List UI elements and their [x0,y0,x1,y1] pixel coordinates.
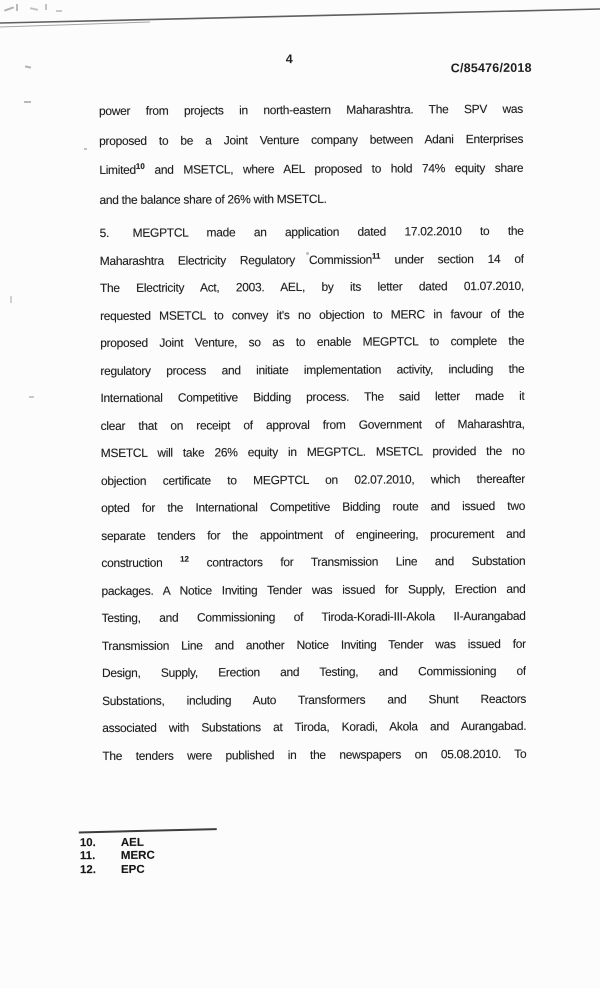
paragraph-number: 5. [99,226,110,241]
text-line: proposed Joint Venture, so as to enable MEGPTCL to complete the [100,334,525,351]
text-line: Design, Supply, Erection and Testing, and Commissioning of [101,664,526,681]
footnote-item [80,850,155,864]
text-line: regulatory process and initiate implementation activity, including the [100,361,525,378]
footnote-item [80,864,155,878]
text-line: Substations, including Auto Transformers and Shunt Reactors [102,691,527,708]
footnote-number: 10. [79,837,96,850]
footnote-label: AEL [120,836,144,849]
text-line: clear that on receipt of approval from Government of Maharashtra, [100,416,525,433]
text-line: separate tenders for the appointment of engineering, procurement and [101,526,526,543]
footnote-number: 12. [79,863,96,876]
text-line: power from projects in north-eastern Maharashtra. The SPV was [98,101,524,119]
text-line: associated with Substations at Tiroda, Koradi, Akola and Aurangabad. [102,719,527,736]
footnote-separator [79,828,217,833]
text-line: Testing, and Commissioning of Tiroda-Koradi-III-Akola II-Aurangabad [101,609,526,626]
text-line: 5. MEGPTCL made an application dated 17.02.2010 to the [100,218,524,248]
text-line: opted for the International Competitive Bidding route and issued two [101,499,526,516]
text-line: The Electricity Act, 2003. AEL, by its letter dated 01.07.2010, [99,279,524,296]
footnote-item [80,837,155,851]
text-line: Maharashtra Electricity Regulatory Commission$^{11}$ under section 14 of [99,251,524,268]
text-line: requested MSETCL to convey it's no objection to MERC in favour of the [100,306,525,323]
text-line: construction $^{12}$ contractors for Transmission Line and Substation [101,554,526,571]
text-line: packages. A Notice Inviting Tender was issued for Supply, Erection and [101,581,526,598]
footnote-reference: 11 [371,251,381,261]
footnote-label: EPC [120,863,145,876]
footnote-number: 11. [79,850,96,863]
text-line: objection certificate to MEGPTCL on 02.07.2010, which thereafter [100,471,525,488]
text-line: Transmission Line and another Notice Inviting Tender was issued for [101,636,526,653]
paragraph-continuation [99,95,524,216]
footnote-reference: 10 [135,161,145,172]
page-number: 4 [285,52,293,67]
text-line: The tenders were published in the newspapers on 05.08.2010. To [102,746,527,763]
text-line: proposed to be a Joint Venture company between Adani Enterprises [99,131,524,148]
text-line: and the balance share of 26% with MSETCL. [99,191,327,207]
footnote-reference: 12 [180,554,190,565]
body-text [99,95,527,771]
text-line: MSETCL will take 26% equity in MEGPTCL. MSETCL provided the no [100,444,525,461]
text-line: Limited$^{10}$ and MSETCL, where AEL proposed to hold 74% equity share [99,161,524,178]
paragraph-5 [100,218,527,770]
footnote-label: MERC [120,850,155,863]
case-number: C/85476/2018 [450,60,532,76]
text-line: International Competitive Bidding process. The said letter made it [100,389,525,406]
footnote-list [80,837,155,878]
